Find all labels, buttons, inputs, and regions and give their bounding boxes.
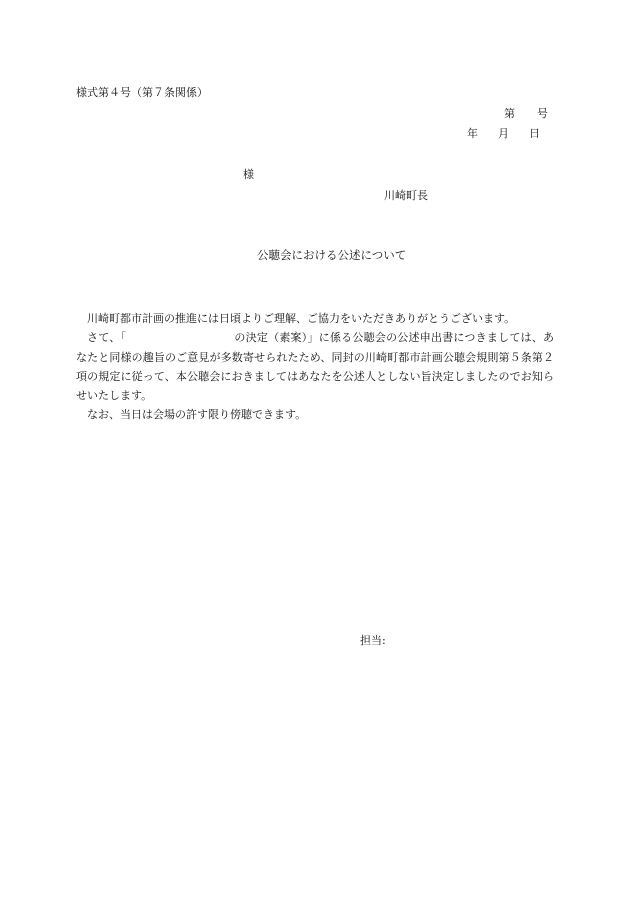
contact-label: 担当: <box>360 634 386 647</box>
form-identifier: 様式第４号（第７条関係） <box>76 86 208 99</box>
addressee: 様 <box>243 168 254 181</box>
document-date <box>467 127 540 141</box>
paragraph-2-rest: の決定（素案）」に係る公聴会の公述申出書につきましては、あなたと同様の趣旨のご意見が多数寄せられたため、同封の川崎町都市計画公聴会規則第５条第２項の規定に従って、本公聴会におきましてはあなたを公述人としない旨決定しましたのでお知らせいたします。 <box>76 331 555 403</box>
sender: 川崎町長 <box>384 189 428 202</box>
date-year: 年 <box>467 127 478 140</box>
document-number-suffix: 号 <box>537 107 548 120</box>
body-paragraph-2 <box>76 328 554 405</box>
body-paragraph-3: なお、当日は会場の許す限り傍聴できます。 <box>87 408 307 422</box>
document-number-prefix: 第 <box>504 107 515 120</box>
body-paragraph-1: 川崎町都市計画の推進には日頃よりご理解、ご協力をいただきありがとうございます。 <box>87 312 516 325</box>
date-month: 月 <box>498 127 509 140</box>
document-body <box>76 309 554 425</box>
date-day: 日 <box>529 127 540 140</box>
document-title: 公聴会における公述について <box>257 248 407 262</box>
document-number <box>504 107 548 121</box>
paragraph-2-lead: さて、「 <box>87 331 127 345</box>
